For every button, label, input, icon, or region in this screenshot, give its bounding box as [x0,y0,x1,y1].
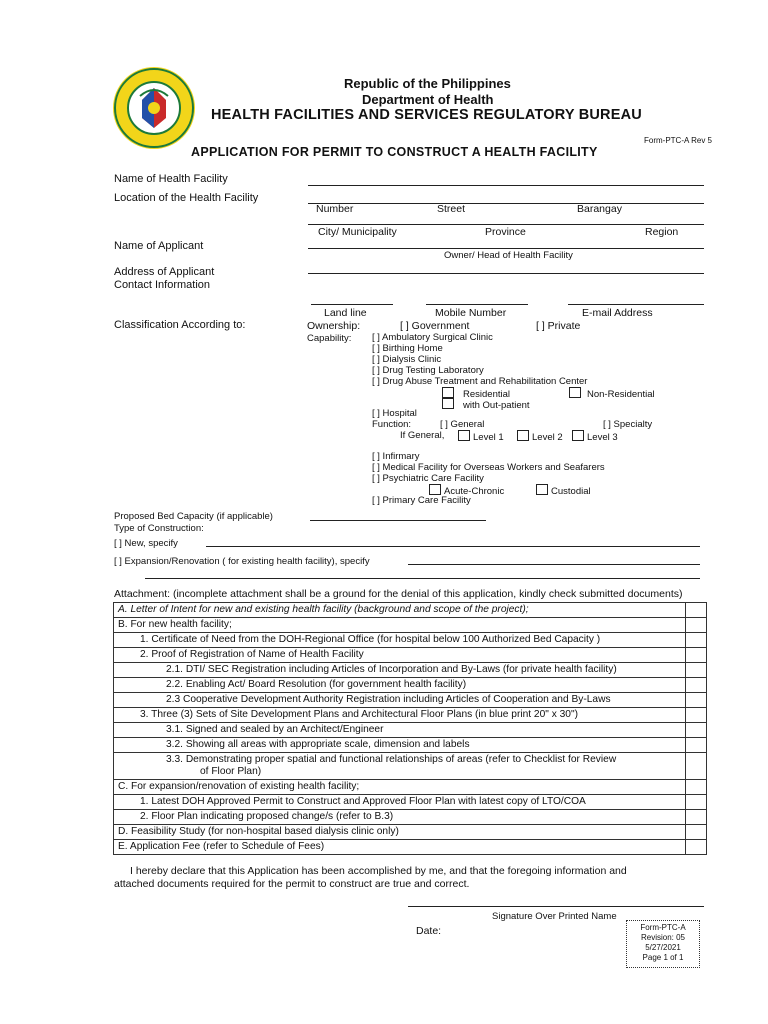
attachment-checkbox[interactable] [686,648,707,663]
checkbox-private[interactable]: [ ] Private [536,320,581,332]
level3-box[interactable] [572,430,584,441]
attachment-item [114,633,686,648]
attachment-checkbox[interactable] [686,795,707,810]
non-residential-label: Non-Residential [587,389,655,400]
label-city: City/ Municipality [318,226,397,238]
city-line[interactable] [308,224,704,225]
checkbox-dialysis[interactable]: [ ] Dialysis Clinic [372,354,442,365]
level1-label: Level 1 [473,432,504,443]
attachment-checkbox[interactable] [686,663,707,678]
attachment-item-text: 2.1. DTI/ SEC Registration including Articles of Incorporation and By-Laws (for private health facility) [166,664,617,675]
name-facility-line[interactable] [308,185,704,186]
non-residential-box[interactable] [569,387,581,398]
table-row [114,738,707,753]
bed-capacity-line[interactable] [310,520,486,521]
checkbox-drug-testing[interactable]: [ ] Drug Testing Laboratory [372,365,484,376]
attachment-item-text: 2.3 Cooperative Development Authority Registration including Articles of Cooperation and By-Laws [166,694,611,705]
attachment-item-text: D. Feasibility Study (for non-hospital based dialysis clinic only) [118,826,399,837]
checkbox-expansion[interactable]: [ ] Expansion/Renovation ( for existing health facility), specify [114,556,370,567]
residential-label: Residential [463,389,510,400]
declaration-line1: I hereby declare that this Application has been accomplished by me, and that the foregoing information and [130,865,627,877]
checkbox-custodial[interactable] [536,484,591,497]
custodial-box[interactable] [536,484,548,495]
attachment-item [114,723,686,738]
date-label: Date: [416,925,442,937]
table-row [114,648,707,663]
attachment-checkbox[interactable] [686,825,707,840]
attachment-item-text: 2. Floor Plan indicating proposed change/s (refer to B.3) [140,811,394,822]
checkbox-birthing[interactable]: [ ] Birthing Home [372,343,443,354]
label-ownership: Ownership: [307,320,361,332]
checkbox-ofw[interactable]: [ ] Medical Facility for Overseas Workers and Seafarers [372,462,605,473]
label-street: Street [437,203,466,215]
table-row [114,693,707,708]
label-construction-type: Type of Construction: [114,523,204,534]
label-classification: Classification According to: [114,319,246,331]
attachment-item [114,603,686,618]
table-row [114,663,707,678]
attachment-checkbox[interactable] [686,810,707,825]
mobile-line[interactable] [426,304,528,305]
attachment-checkbox[interactable] [686,840,707,855]
table-row [114,723,707,738]
attachment-item-text: 3.3. Demonstrating proper spatial and functional relationships of areas (refer to Checklist for Review [166,754,617,765]
stamp-date: 5/27/2021 [645,943,681,952]
checkbox-ambulatory[interactable]: [ ] Ambulatory Surgical Clinic [372,332,493,343]
landline-line[interactable] [311,304,393,305]
checkbox-specialty[interactable]: [ ] Specialty [603,419,653,430]
signature-label: Signature Over Printed Name [492,911,617,922]
table-row [114,678,707,693]
label-province: Province [485,226,526,238]
label-number: Number [316,203,354,215]
label-email: E-mail Address [582,307,653,319]
attachment-item [114,678,686,693]
attachment-checkbox[interactable] [686,678,707,693]
attachment-checkbox[interactable] [686,603,707,618]
attachment-checkbox[interactable] [686,753,707,780]
attachment-item [114,648,686,663]
checkbox-hospital[interactable]: [ ] Hospital [372,408,417,419]
attachment-checkbox[interactable] [686,780,707,795]
form-title: APPLICATION FOR PERMIT TO CONSTRUCT A HEALTH FACILITY [191,145,598,159]
stamp-form: Form-PTC-A [640,923,686,932]
table-row [114,618,707,633]
attachment-item-text: 2.2. Enabling Act/ Board Resolution (for government health facility) [166,679,467,690]
attachment-item [114,738,686,753]
header-line2: Department of Health [362,92,494,107]
attachment-item [114,810,686,825]
attachment-item-text: 1. Certificate of Need from the DOH-Regional Office (for hospital below 100 Authorized Bed Capacity ) [140,634,601,645]
label-mobile: Mobile Number [435,307,507,319]
checkbox-primary[interactable]: [ ] Primary Care Facility [372,495,471,506]
label-region: Region [645,226,679,238]
label-bed-capacity: Proposed Bed Capacity (if applicable) [114,511,273,522]
label-barangay: Barangay [577,203,622,215]
attachment-item [114,825,686,840]
table-row [114,825,707,840]
doh-seal-logo [112,66,196,150]
expansion-specify-line[interactable] [408,564,700,565]
table-row [114,633,707,648]
attachment-item [114,618,686,633]
attachment-item-text: 3.1. Signed and sealed by an Architect/Engineer [166,724,384,735]
attachment-item-text: 3.2. Showing all areas with appropriate scale, dimension and labels [166,739,470,750]
location-line[interactable] [308,203,704,204]
label-landline: Land line [324,307,367,319]
attachment-table [113,602,707,855]
header-line1: Republic of the Philippines [344,76,511,91]
attachment-item [114,840,686,855]
table-row [114,810,707,825]
attachment-checkbox[interactable] [686,723,707,738]
attachment-item [114,795,686,810]
attachment-item-continuation: of Floor Plan) [200,766,262,777]
attachment-item-text: C. For expansion/renovation of existing health facility; [118,781,360,792]
table-row [114,840,707,855]
checkbox-level3[interactable] [572,430,618,443]
custodial-label: Custodial [551,486,591,497]
attachment-item [114,663,686,678]
label-name-applicant: Name of Applicant [114,240,204,252]
acute-box[interactable] [429,484,441,495]
form-ref: Form-PTC-A Rev 5 [644,136,713,145]
checkbox-general[interactable]: [ ] General [440,419,485,430]
revision-stamp [626,920,700,968]
residential-box[interactable] [442,387,454,398]
attachment-checkbox[interactable] [686,693,707,708]
attachment-item-text: 1. Latest DOH Approved Permit to Construct and Approved Floor Plan with latest copy of LTO/COA [140,796,586,807]
attachment-intro: Attachment: (incomplete attachment shall be a ground for the denial of this application, kindly check submitted documents) [114,588,683,600]
attachment-checkbox[interactable] [686,738,707,753]
table-row [114,795,707,810]
checkbox-non-residential[interactable] [569,387,655,400]
attachment-item [114,780,686,795]
label-if-general: If General, [400,430,445,441]
checkbox-level2[interactable] [517,430,563,443]
table-row [114,708,707,723]
attachment-checkbox[interactable] [686,708,707,723]
label-owner: Owner/ Head of Health Facility [444,250,573,261]
label-address: Address of Applicant [114,266,215,278]
attachment-checkbox[interactable] [686,618,707,633]
checkbox-government[interactable]: [ ] Government [400,320,470,332]
stamp-revision: Revision: 05 [640,933,686,942]
stamp-page: Page 1 of 1 [642,953,684,962]
attachment-item-text: E. Application Fee (refer to Schedule of Fees) [118,841,325,852]
attachment-checkbox[interactable] [686,633,707,648]
applicant-line[interactable] [308,248,704,249]
level3-label: Level 3 [587,432,618,443]
acute-label: Acute-Chronic [444,486,505,497]
checkbox-infirmary[interactable]: [ ] Infirmary [372,451,420,462]
table-row [114,753,707,780]
address-line[interactable] [308,273,704,274]
attachment-item-text: A. Letter of Intent for new and existing health facility (background and scope of the project); [118,604,529,615]
attachment-item [114,693,686,708]
label-capability: Capability: [307,333,352,344]
email-line[interactable] [568,304,704,305]
label-contact: Contact Information [114,279,210,291]
checkbox-outpatient[interactable] [442,398,530,411]
attachment-item-text: 3. Three (3) Sets of Site Development Plans and Architectural Floor Plans (in blue print 20" x 30") [140,709,578,720]
table-row [114,780,707,795]
outpatient-box[interactable] [442,398,454,409]
checkbox-psychiatric[interactable]: [ ] Psychiatric Care Facility [372,473,484,484]
checkbox-new[interactable]: [ ] New, specify [114,538,178,549]
level1-box[interactable] [458,430,470,441]
expansion-specify-line-2[interactable] [145,578,700,579]
label-function: Function: [372,419,412,430]
declaration-line2: attached documents required for the permit to construct are true and correct. [114,878,470,890]
attachment-item-text: B. For new health facility; [118,619,232,630]
attachment-item [114,753,686,780]
table-row [114,603,707,618]
label-name-facility: Name of Health Facility [114,173,228,185]
attachment-item [114,708,686,723]
new-specify-line[interactable] [206,546,700,547]
signature-line[interactable] [408,906,704,907]
level2-box[interactable] [517,430,529,441]
checkbox-drug-abuse[interactable]: [ ] Drug Abuse Treatment and Rehabilitation Center [372,376,588,387]
level2-label: Level 2 [532,432,563,443]
outpatient-label: with Out-patient [463,400,530,411]
header-bureau: HEALTH FACILITIES AND SERVICES REGULATORY BUREAU [211,107,642,123]
label-location: Location of the Health Facility [114,192,259,204]
attachment-item-text: 2. Proof of Registration of Name of Health Facility [140,649,364,660]
checkbox-level1[interactable] [458,430,504,443]
